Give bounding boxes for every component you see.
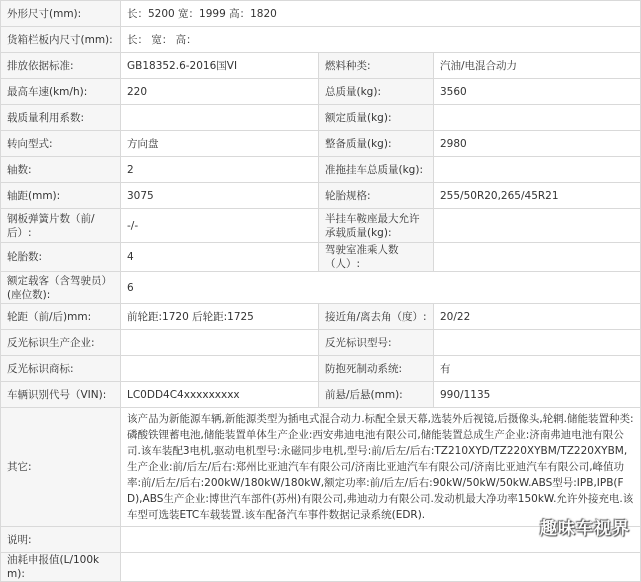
spec-label: 前悬/后悬(mm): <box>319 382 434 408</box>
spec-label: 整备质量(kg): <box>319 131 434 157</box>
spec-label: 准拖挂车总质量(kg): <box>319 157 434 183</box>
spec-value: 990/1135 <box>434 382 641 408</box>
spec-value: 方向盘 <box>121 131 319 157</box>
spec-row <box>1 131 641 157</box>
spec-label: 轮胎规格: <box>319 183 434 209</box>
spec-label: 轴距(mm): <box>1 183 121 209</box>
spec-row <box>1 157 641 183</box>
spec-label: 燃料种类: <box>319 53 434 79</box>
spec-value <box>434 330 641 356</box>
spec-value <box>121 330 319 356</box>
spec-value <box>121 105 319 131</box>
spec-value: LC0DD4C4xxxxxxxxx <box>121 382 319 408</box>
spec-value: 3075 <box>121 183 319 209</box>
remark-label: 说明: <box>1 527 121 553</box>
spec-row-passengers <box>1 272 641 304</box>
spec-value: 长： 宽： 高： <box>121 27 641 53</box>
spec-value: 6 <box>121 272 641 304</box>
spec-row-other <box>1 408 641 527</box>
spec-value: 2 <box>121 157 319 183</box>
spec-value: 255/50R20,265/45R21 <box>434 183 641 209</box>
spec-value <box>434 105 641 131</box>
spec-row <box>1 209 641 243</box>
spec-label: 载质量利用系数: <box>1 105 121 131</box>
spec-label: 最高车速(km/h): <box>1 79 121 105</box>
spec-label: 轮胎数: <box>1 243 121 272</box>
spec-label: 车辆识别代号（VIN): <box>1 382 121 408</box>
spec-value <box>434 243 641 272</box>
fuel-label: 油耗申报值(L/100km): <box>1 553 121 582</box>
spec-label: 额定质量(kg): <box>319 105 434 131</box>
spec-label: 额定载客（含驾驶员）(座位数): <box>1 272 121 304</box>
spec-label: 接近角/离去角（度）: <box>319 304 434 330</box>
spec-row-dimensions <box>1 1 641 27</box>
spec-row <box>1 304 641 330</box>
spec-row-vin <box>1 382 641 408</box>
spec-label: 半挂车鞍座最大允许承载质量(kg): <box>319 209 434 243</box>
spec-value: 长：5200 宽：1999 高：1820 <box>121 1 641 27</box>
other-text: 该产品为新能源车辆,新能源类型为插电式混合动力.标配全景天幕,选装外后视镜,后摄像头,轮辋.储能装置种类:磷酸铁锂蓄电池,储能装置单体生产企业:西安弗迪电池有限公司,储能装置总成生产企业:济南弗迪电池有限公司.该车装配3电机,驱动电机型号:永磁同步电机,型号:前/后左/后右:TZ210XYD/TZ220XYBM/TZ220XYBM,生产企业:前/后左/后右:郑州比亚迪汽车有限公司/济南比亚迪汽车有限公司/济南比亚迪汽车有限公司,峰值功率:前/后左/后右:200kW/180kW/180kW,额定功率:前/后左/后右:90kW/50kW/50kW.ABS型号:IPB,IPB(FD),ABS生产企业:博世汽车部件(苏州)有限公司,弗迪动力有限公司.发动机最大净功率150kW.允许外接充电.该车型可选装ETC车载装置.该车配备汽车事件数据记录系统(EDR). <box>121 408 641 527</box>
spec-label: 钢板弹簧片数（前/后）: <box>1 209 121 243</box>
spec-label: 反光标识生产企业: <box>1 330 121 356</box>
spec-value <box>434 209 641 243</box>
watermark: 趣味车视界 <box>540 519 630 539</box>
spec-label: 总质量(kg): <box>319 79 434 105</box>
spec-label: 驾驶室准乘人数（人）: <box>319 243 434 272</box>
spec-value: 3560 <box>434 79 641 105</box>
spec-row <box>1 183 641 209</box>
spec-label: 货箱栏板内尺寸(mm): <box>1 27 121 53</box>
spec-value: GB18352.6-2016国VI <box>121 53 319 79</box>
spec-value: 220 <box>121 79 319 105</box>
spec-row <box>1 105 641 131</box>
spec-row <box>1 79 641 105</box>
spec-row <box>1 243 641 272</box>
spec-value: -/- <box>121 209 319 243</box>
spec-label: 反光标识型号: <box>319 330 434 356</box>
spec-label: 外形尺寸(mm): <box>1 1 121 27</box>
spec-value: 20/22 <box>434 304 641 330</box>
spec-value <box>121 356 319 382</box>
spec-value <box>434 157 641 183</box>
spec-label: 反光标识商标: <box>1 356 121 382</box>
fuel-text <box>121 553 641 582</box>
spec-value: 4 <box>121 243 319 272</box>
other-label: 其它: <box>1 408 121 527</box>
spec-label: 防抱死制动系统: <box>319 356 434 382</box>
spec-label: 轴数: <box>1 157 121 183</box>
spec-row-fuel <box>1 553 641 582</box>
spec-label: 转向型式: <box>1 131 121 157</box>
spec-row <box>1 53 641 79</box>
spec-label: 排放依据标准: <box>1 53 121 79</box>
spec-value: 前轮距:1720 后轮距:1725 <box>121 304 319 330</box>
spec-row <box>1 330 641 356</box>
spec-row-cargo-box <box>1 27 641 53</box>
spec-label: 轮距（前/后)mm: <box>1 304 121 330</box>
spec-value: 汽油/电混合动力 <box>434 53 641 79</box>
spec-row <box>1 356 641 382</box>
spec-value: 有 <box>434 356 641 382</box>
spec-value: 2980 <box>434 131 641 157</box>
